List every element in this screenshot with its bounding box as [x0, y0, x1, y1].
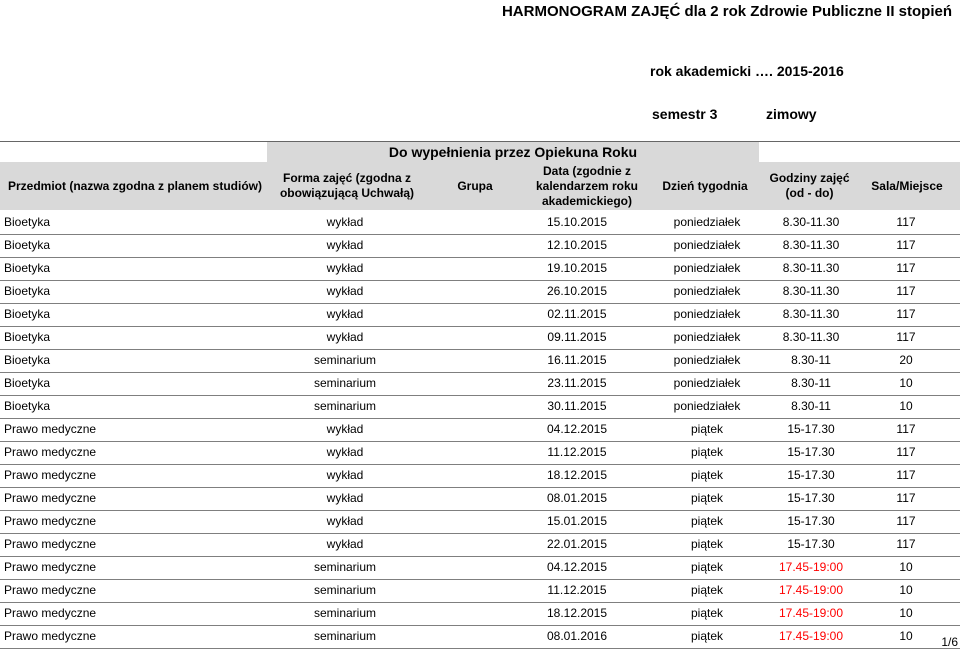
cell-hours: 8.30-11.30 [782, 330, 840, 344]
cell-date: 15.10.2015 [546, 215, 608, 229]
cell-room: 20 [899, 353, 913, 367]
cell-form: wykład [326, 238, 364, 252]
cell-form: wykład [326, 514, 364, 528]
cell-room: 117 [896, 514, 916, 528]
table-row [0, 487, 960, 511]
cell-date: 09.11.2015 [547, 330, 607, 344]
cell-form: wykład [326, 537, 364, 551]
cell-room: 117 [896, 537, 916, 551]
cell-room: 10 [899, 399, 913, 413]
cell-room: 117 [896, 284, 916, 298]
cell-hours: 17.45-19:00 [778, 560, 844, 574]
cell-day: poniedziałek [673, 284, 741, 298]
cell-subject: Prawo medyczne [4, 583, 97, 597]
cell-date: 18.12.2015 [546, 606, 608, 620]
cell-form: wykład [326, 284, 364, 298]
cell-date: 11.12.2015 [547, 583, 607, 597]
cell-room: 117 [896, 445, 916, 459]
cell-date: 04.12.2015 [546, 422, 608, 436]
cell-form: wykład [326, 491, 364, 505]
cell-hours: 15-17.30 [787, 491, 835, 505]
cell-day: poniedziałek [673, 376, 741, 390]
cell-form: seminarium [313, 399, 377, 413]
cell-date: 15.01.2015 [546, 514, 608, 528]
cell-room: 10 [899, 583, 913, 597]
cell-subject: Bioetyka [4, 215, 51, 229]
table-row [0, 349, 960, 373]
cell-date: 12.10.2015 [546, 238, 608, 252]
cell-day: piątek [690, 537, 724, 551]
cell-hours: 17.45-19:00 [778, 629, 844, 643]
cell-room: 117 [896, 468, 916, 482]
cell-form: seminarium [313, 353, 377, 367]
academic-year: rok akademicki …. 2015-2016 [650, 63, 844, 79]
cell-day: poniedziałek [673, 307, 741, 321]
cell-hours: 17.45-19:00 [778, 606, 844, 620]
cell-subject: Prawo medyczne [4, 445, 97, 459]
col-day-header: Dzień tygodnia [662, 178, 748, 193]
cell-subject: Bioetyka [4, 238, 51, 252]
cell-room: 117 [896, 330, 916, 344]
cell-day: piątek [690, 468, 724, 482]
col-date-header: Data (zgodnie z kalendarzem roku akademickiego) [535, 163, 639, 208]
cell-subject: Bioetyka [4, 284, 51, 298]
table-row [0, 257, 960, 281]
cell-date: 30.11.2015 [547, 399, 607, 413]
cell-hours: 8.30-11.30 [782, 284, 840, 298]
page-number: 1/6 [941, 635, 958, 649]
cell-subject: Prawo medyczne [4, 606, 97, 620]
table-row [0, 533, 960, 557]
cell-form: wykład [326, 468, 364, 482]
cell-form: seminarium [313, 606, 377, 620]
table-row [0, 211, 960, 235]
col-group-header: Grupa [457, 178, 493, 193]
cell-hours: 8.30-11.30 [782, 238, 840, 252]
cell-room: 10 [899, 560, 913, 574]
cell-room: 117 [896, 307, 916, 321]
cell-subject: Bioetyka [4, 399, 51, 413]
cell-form: wykład [326, 445, 364, 459]
cell-day: piątek [690, 491, 724, 505]
cell-hours: 8.30-11.30 [782, 307, 840, 321]
cell-date: 26.10.2015 [546, 284, 608, 298]
cell-hours: 8.30-11.30 [782, 215, 840, 229]
cell-form: seminarium [313, 629, 377, 643]
table-row [0, 579, 960, 603]
table-row [0, 280, 960, 304]
cell-day: piątek [690, 422, 724, 436]
semester-label: semestr 3 [652, 106, 718, 122]
cell-hours: 17.45-19:00 [778, 583, 844, 597]
cell-hours: 15-17.30 [787, 445, 835, 459]
cell-date: 11.12.2015 [547, 445, 607, 459]
col-subject-header: Przedmiot (nazwa zgodna z planem studiów) [7, 178, 262, 193]
cell-room: 117 [896, 238, 916, 252]
cell-form: wykład [326, 307, 364, 321]
cell-day: poniedziałek [673, 330, 741, 344]
cell-subject: Prawo medyczne [4, 491, 97, 505]
table-row [0, 326, 960, 350]
table-row [0, 418, 960, 442]
col-room-header: Sala/Miejsce [871, 178, 943, 193]
season-label: zimowy [766, 106, 817, 122]
cell-day: piątek [690, 606, 724, 620]
cell-subject: Bioetyka [4, 261, 51, 275]
table-row [0, 234, 960, 258]
table-row [0, 602, 960, 626]
cell-room: 10 [899, 629, 913, 643]
table-row [0, 464, 960, 488]
cell-room: 117 [896, 491, 916, 505]
cell-date: 19.10.2015 [546, 261, 608, 275]
document-title: HARMONOGRAM ZAJĘĆ dla 2 rok Zdrowie Publiczne II stopień [501, 3, 952, 20]
table-row [0, 395, 960, 419]
cell-date: 08.01.2015 [546, 491, 608, 505]
cell-day: poniedziałek [673, 215, 741, 229]
col-form-header: Forma zajęć (zgodna z obowiązującą Uchwałą) [279, 171, 415, 200]
cell-form: seminarium [313, 376, 377, 390]
cell-form: seminarium [313, 583, 377, 597]
cell-day: poniedziałek [673, 399, 741, 413]
cell-date: 02.11.2015 [547, 307, 607, 321]
cell-subject: Prawo medyczne [4, 468, 97, 482]
table-row [0, 510, 960, 534]
cell-hours: 15-17.30 [787, 514, 835, 528]
table-row [0, 625, 960, 649]
cell-day: poniedziałek [673, 353, 741, 367]
cell-room: 117 [896, 261, 916, 275]
cell-hours: 8.30-11 [791, 353, 831, 367]
table-row [0, 303, 960, 327]
cell-date: 08.01.2016 [546, 629, 608, 643]
cell-form: seminarium [313, 560, 377, 574]
cell-date: 16.11.2015 [547, 353, 607, 367]
cell-subject: Bioetyka [4, 353, 51, 367]
cell-room: 117 [896, 215, 916, 229]
cell-hours: 15-17.30 [787, 468, 835, 482]
cell-day: piątek [690, 560, 724, 574]
cell-day: piątek [690, 445, 724, 459]
cell-date: 23.11.2015 [547, 376, 607, 390]
cell-subject: Prawo medyczne [4, 537, 97, 551]
col-hours-header: Godziny zajęć (od - do) [769, 171, 850, 200]
cell-room: 117 [896, 422, 916, 436]
cell-day: piątek [690, 583, 724, 597]
cell-room: 10 [899, 606, 913, 620]
cell-day: poniedziałek [673, 261, 741, 275]
cell-subject: Bioetyka [4, 330, 51, 344]
cell-date: 22.01.2015 [546, 537, 608, 551]
table-header [0, 162, 960, 210]
cell-day: piątek [690, 514, 724, 528]
cell-date: 18.12.2015 [546, 468, 608, 482]
cell-hours: 8.30-11.30 [782, 261, 840, 275]
cell-date: 04.12.2015 [546, 560, 608, 574]
table-row [0, 441, 960, 465]
table-row [0, 372, 960, 396]
cell-form: wykład [326, 215, 364, 229]
cell-form: wykład [326, 422, 364, 436]
cell-subject: Prawo medyczne [4, 514, 97, 528]
cell-hours: 15-17.30 [787, 537, 835, 551]
cell-subject: Prawo medyczne [4, 560, 97, 574]
cell-subject: Bioetyka [4, 376, 51, 390]
cell-day: piątek [690, 629, 724, 643]
table-row [0, 556, 960, 580]
cell-subject: Bioetyka [4, 307, 51, 321]
cell-subject: Prawo medyczne [4, 422, 97, 436]
cell-room: 10 [899, 376, 913, 390]
cell-hours: 8.30-11 [791, 376, 831, 390]
cell-subject: Prawo medyczne [4, 629, 97, 643]
cell-day: poniedziałek [673, 238, 741, 252]
cell-form: wykład [326, 330, 364, 344]
cell-hours: 8.30-11 [791, 399, 831, 413]
fill-note-banner: Do wypełnienia przez Opiekuna Roku [267, 142, 759, 162]
cell-form: wykład [326, 261, 364, 275]
cell-hours: 15-17.30 [787, 422, 835, 436]
